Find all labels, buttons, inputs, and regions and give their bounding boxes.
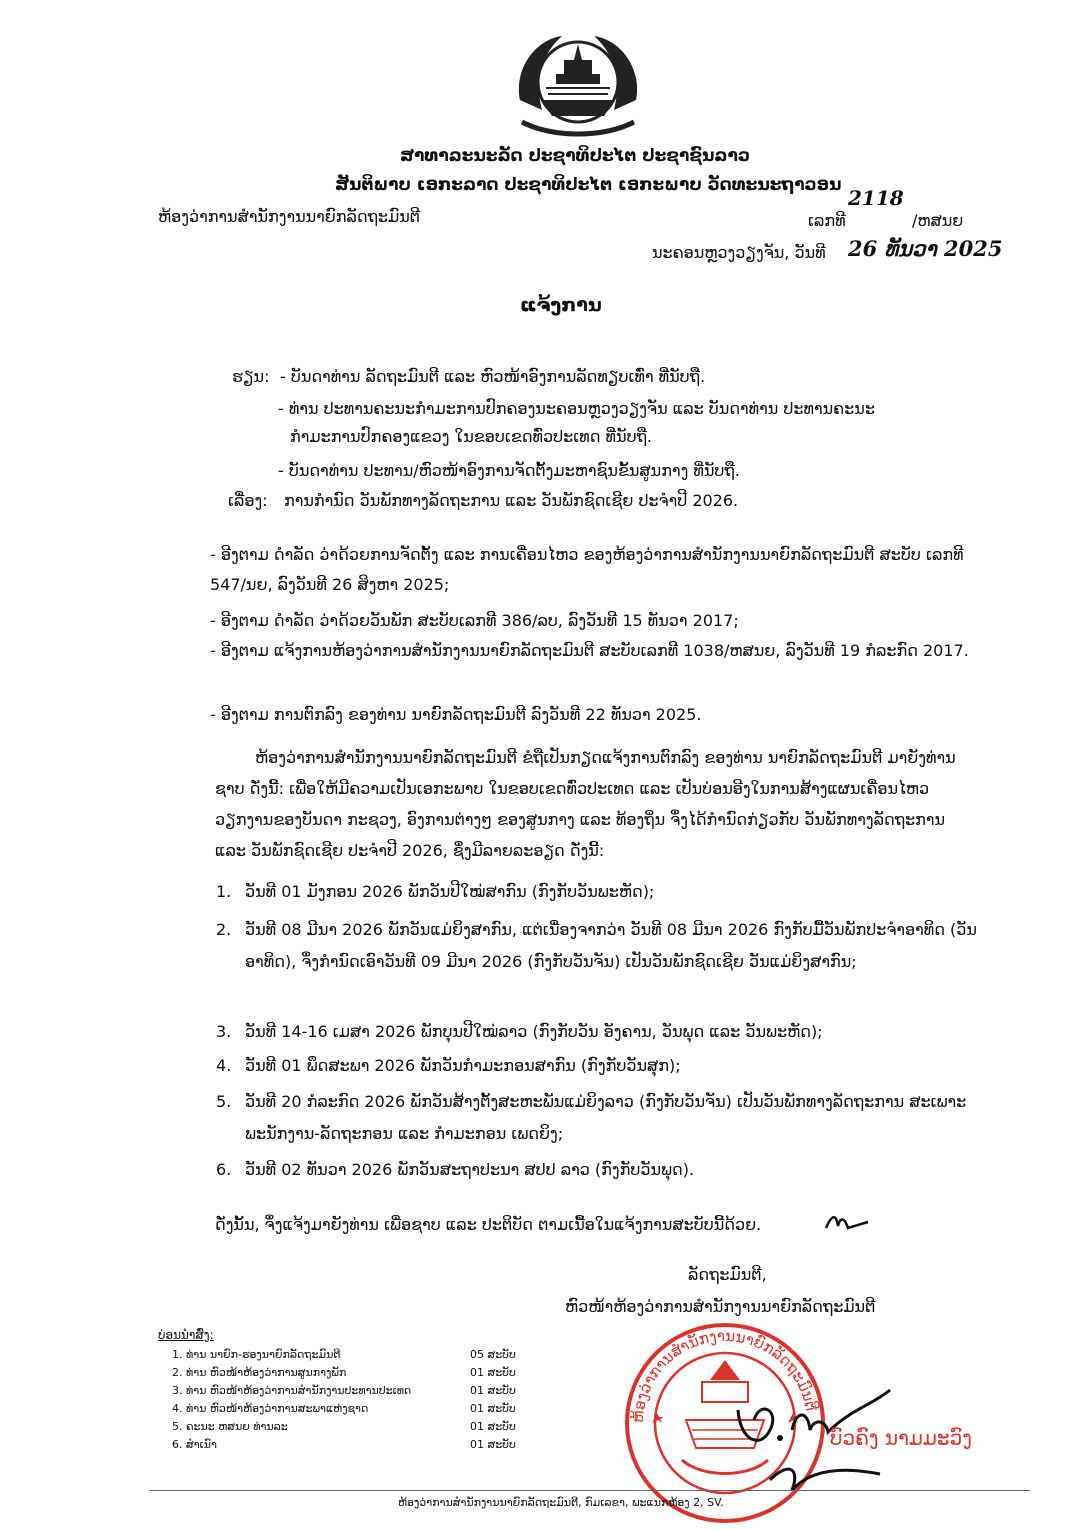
cc-item: 2. ທ່ານ ຫົວໜ້າຫ້ອງວ່າການສູນກາງພັກ [172,1366,347,1379]
recipients-label: ຮຽນ: [232,367,270,386]
signatory-title: ລັດຖະມົນຕີ, [688,1265,767,1284]
doc-number-value: 2118 [848,186,904,210]
recipient-item: ກຳມະການປົກຄອງແຂວງ ໃນຂອບເຂດທົ່ວປະເທດ ທີ່ນັບຖື. [290,427,652,446]
date-handwritten: 26 ທັນວາ 2025 [848,236,1003,261]
holiday-item: ວັນທີ 02 ທັນວາ 2026 ພັກວັນສະຖາປະນາ ສປປ ລາວ (ກົງກັບວັນພຸດ). [245,1160,695,1179]
cc-item: 3. ທ່ານ ຫົວໜ້າຫ້ອງວ່າການສຳນັກງານປະທານປະເທດ [172,1384,412,1397]
holiday-number: 5. [216,1092,232,1111]
recipient-item: - ບັນດາທ່ານ ລັດຖະມົນຕີ ແລະ ຫົວໜ້າອົງການລັດທຽບເທົ່າ ທີ່ນັບຖື. [280,367,706,386]
cc-label: ບ່ອນນຳສົ່ງ: [158,1328,214,1342]
holiday-number: 4. [216,1056,232,1075]
holiday-number: 3. [216,1022,232,1041]
body-paragraph: ຫ້ອງວ່າການສຳນັກງານນາຍົກລັດຖະມົນຕີ ຂໍຖືເປັນກຽດແຈ້ງການຕົກລົງ ຂອງທ່ານ ນາຍົກລັດຖະມົນຕີ ມາຍັງທ່ານຊາບ ດັ່ງນີ້: ເພື່ອໃຫ້ມີຄວາມເປັນເອກະພາບ ໃນຂອບເຂດທົ່ວປະເທດ ແລະ ເປັນບ່ອນອີງໃນການສ້າງແຜນເຄື່ອນໄຫວວຽກງານຂອງບັນດາ ກະຊວງ, ອົງການຕ່າງໆ ຂອງສູນກາງ ແລະ ທ້ອງຖິ່ນ ຈຶ່ງໄດ້ກຳນົດກ່ຽວກັບ ວັນພັກທາງລັດຖະການ ແລະ ວັນພັກຊົດເຊີຍ ປະຈຳປີ 2026, ຊຶ່ງມີລາຍລະອຽດ ດັ່ງນີ້: [215,748,956,860]
holiday-number: 1. [216,882,232,901]
recipient-item: - ບັນດາທ່ານ ປະທານ/ຫົວໜ້າອົງການຈັດຕັ້ງມະຫາຊົນຂັ້ນສູນກາງ ທີ່ນັບຖື. [278,461,740,480]
holiday-item: ວັນທີ 01 ມັງກອນ 2026 ພັກວັນປີໃໝ່ສາກົນ (ກົງກັບວັນພະຫັດ); [245,882,655,901]
reference-item: - ອີງຕາມ ແຈ້ງການຫ້ອງວ່າການສຳນັກງານນາຍົກລັດຖະມົນຕີ ສະບັບເລກທີ 1038/ຫສນຍ, ລົງວັນທີ 19 ກໍລະກົດ 2017. [210,641,969,660]
place-date-label: ນະຄອນຫຼວງວຽງຈັນ, ວັນທີ [652,243,826,262]
national-motto: ສັນຕິພາບ ເອກະລາດ ປະຊາທິປະໄຕ ເອກະພາບ ວັດທະນະຖາວອນ [335,175,842,195]
national-emblem-icon [512,30,644,140]
holiday-item: ວັນທີ 08 ມີນາ 2026 ພັກວັນແມ່ຍິງສາກົນ, ແຕ່ເນື່ອງຈາກວ່າ ວັນທີ 08 ມີນາ 2026 ກົງກັບມື້ວັນພັກປະຈຳອາທິດ (ວັນອາທິດ), ຈຶ່ງກຳນົດເອົາວັນທີ 09 ມີນາ 2026 (ກົງກັບວັນຈັນ) ເປັນວັນພັກຊົດເຊີຍ ວັນແມ່ຍິງສາກົນ; [245,920,977,971]
holiday-item: ວັນທີ 01 ພຶດສະພາ 2026 ພັກວັນກຳມະກອນສາກົນ (ກົງກັບວັນສຸກ); [245,1056,681,1075]
cc-qty: 05 ສະບັບ [470,1348,516,1361]
cc-item: 5. ຄະນະ ຫສນຍ ທ່ານລະ [172,1420,288,1433]
republic-heading: ສາທາລະນະລັດ ປະຊາທິປະໄຕ ປະຊາຊົນລາວ [400,146,750,166]
cc-qty: 01 ສະບັບ [470,1366,516,1379]
signatory-position: ຫົວໜ້າຫ້ອງວ່າການສຳນັກງານນາຍົກລັດຖະມົນຕີ [565,1297,876,1316]
doc-number-suffix: /ຫສນຍ [912,211,964,230]
holiday-item: ວັນທີ 20 ກໍລະກົດ 2026 ພັກວັນສ້າງຕັ້ງສະຫະພັນແມ່ຍິງລາວ (ກົງກັບວັນຈັນ) ເປັນວັນພັກທາງລັດຖະການ ສະເພາະພະນັກງານ-ລັດຖະກອນ ແລະ ກຳມະກອນ ເພດຍິງ; [245,1092,967,1143]
document-title: ແຈ້ງການ [520,294,602,316]
subject-text: ການກຳນົດ ວັນພັກທາງລັດຖະການ ແລະ ວັນພັກຊົດເຊີຍ ປະຈຳປີ 2026. [284,491,739,510]
recipient-item: - ທ່ານ ປະທານຄະນະກຳມະການປົກຄອງນະຄອນຫຼວງວຽງຈັນ ແລະ ບັນດາທ່ານ ປະທານຄະນະ [278,399,875,418]
footer-divider [150,1490,1030,1491]
footer-address: ຫ້ອງວ່າການສຳນັກງານນາຍົກລັດຖະມົນຕີ, ກົມເລຂາ, ພະແນກຫ້ອງ 2, SV. [398,1496,724,1509]
closing-sentence: ດັ່ງນັ້ນ, ຈຶ່ງແຈ້ງມາຍັງທ່ານ ເພື່ອຊາບ ແລະ ປະຕິບັດ ຕາມເນື້ອໃນແຈ້ງການສະບັບນີ້ດ້ວຍ. [215,1215,762,1234]
holiday-number: 2. [216,920,232,939]
initials-mark-icon [822,1210,872,1236]
cc-item: 1. ທ່ານ ນາຍົກ-ຮອງນາຍົກລັດຖະມົນຕີ [172,1348,341,1361]
issuing-office: ຫ້ອງວ່າການສຳນັກງານນາຍົກລັດຖະມົນຕີ [158,207,421,226]
cc-qty: 01 ສະບັບ [470,1384,516,1397]
subject-label: ເລື່ອງ: [228,491,268,510]
cc-qty: 01 ສະບັບ [470,1438,516,1451]
reference-item: - ອີງຕາມ ດຳລັດ ວ່າດ້ວຍວັນພັກ ສະບັບເລກທີ 386/ລບ, ລົງວັນທີ 15 ທັນວາ 2017; [210,611,739,630]
holiday-number: 6. [216,1160,232,1179]
holiday-item: ວັນທີ 14-16 ເມສາ 2026 ພັກບຸນປີໃໝ່ລາວ (ກົງກັບວັນ ອັງຄານ, ວັນພຸດ ແລະ ວັນພະຫັດ); [245,1022,823,1041]
reference-item: - ອີງຕາມ ການຕົກລົງ ຂອງທ່ານ ນາຍົກລັດຖະມົນຕີ ລົງວັນທີ 22 ທັນວາ 2025. [210,705,702,724]
cc-qty: 01 ສະບັບ [470,1402,516,1415]
stamp-text: ຫ້ອງວ່າການສຳນັກງານນາຍົກລັດຖະມົນຕີ [628,1326,821,1424]
cc-qty: 01 ສະບັບ [470,1420,516,1433]
signatory-name: ບົວຄົງ ນາມມະວົງ [830,1426,972,1450]
doc-number-label: ເລກທີ [808,211,846,230]
cc-item: 4. ທ່ານ ຫົວໜ້າຫ້ອງວ່າການສະພາແຫ່ງຊາດ [172,1402,369,1415]
cc-item: 6. ສຳເນົາ [172,1438,217,1451]
reference-item: - ອີງຕາມ ດຳລັດ ວ່າດ້ວຍການຈັດຕັ້ງ ແລະ ການເຄື່ອນໄຫວ ຂອງຫ້ອງວ່າການສຳນັກງານນາຍົກລັດຖະມົນຕີ ສະບັບ ເລກທີ 547/ນຍ, ລົງວັນທີ 26 ສິງຫາ 2025; [210,545,964,594]
